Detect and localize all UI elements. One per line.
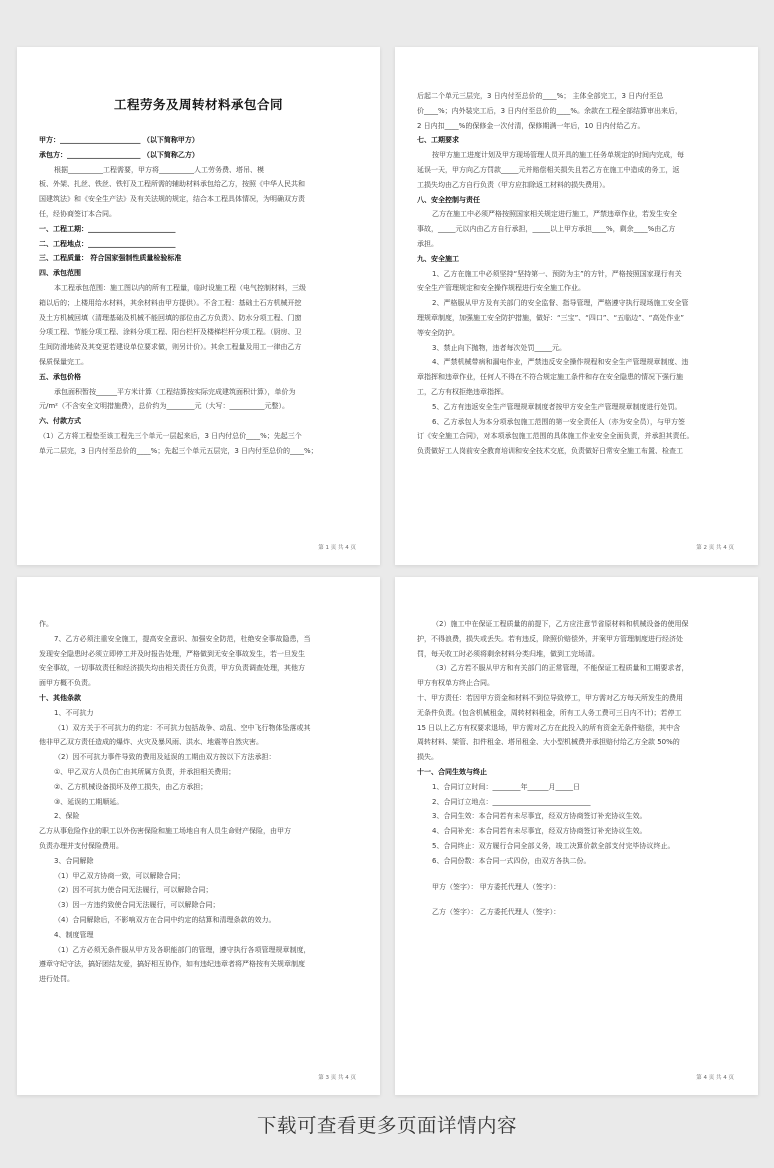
page-text bbox=[417, 617, 736, 920]
text-line: 6、乙方承包人为本分项承包施工范围的第一安全责任人（亦为安全员），与甲方签 bbox=[432, 417, 685, 426]
section-heading: 三、工程质量： 符合国家强制性质量检验标准 bbox=[39, 254, 182, 263]
section-heading: 十一、合同生效与终止 bbox=[417, 767, 487, 776]
text-line: 进行处罚。 bbox=[39, 975, 74, 984]
text-line: 无条件负责。(包含机械租金，周转材料租金，所有工人务工费可三日内不计)；若停工 bbox=[417, 708, 682, 717]
text-line: 本工程承包范围：施工图以内的所有工程量，临时设施工程（电气控制材料，三级 bbox=[54, 283, 306, 292]
text-line: 订《安全施工合同》，对本项承包施工范围的具体施工作业安全全面负责，并承担其责任。 bbox=[417, 432, 694, 441]
text-line: ③、延误的工期顺延。 bbox=[54, 797, 124, 806]
text-line: 甲方（签字）： 甲方委托代理人（签字）： bbox=[432, 882, 561, 891]
text-line: 负责做好工人岗前安全教育培训和安全技术交底，负责做好日常安全施工布置、检查工 bbox=[417, 447, 683, 456]
text-line: 2、保险 bbox=[54, 812, 80, 821]
text-line: （2）施工中在保证工程质量的前提下，乙方应注意节省原材料和机械设备的使用保 bbox=[432, 620, 689, 628]
text-line: 根据__________工程需要，甲方将__________人工劳务费、塔吊、模 bbox=[54, 165, 264, 174]
text-line: 面甲方概不负责。 bbox=[39, 679, 95, 688]
page-text bbox=[417, 89, 736, 459]
text-line: 工，乙方有权拒绝违章指挥。 bbox=[417, 387, 508, 396]
page-number: 第 3 页 共 4 页 bbox=[318, 1075, 356, 1081]
section-heading: 二、工程地点：_________________________ bbox=[39, 239, 176, 248]
page-text bbox=[39, 133, 358, 459]
section-heading: 十、其他条款 bbox=[39, 693, 81, 702]
text-line: （1）双方关于不可抗力的约定：不可抗力包括战争、动乱、空中飞行物体坠落或其 bbox=[54, 723, 311, 732]
text-line: 3、合同生效：本合同若有未尽事宜，经双方协商签订补充协议生效。 bbox=[432, 812, 647, 821]
text-line: 甲方有权单方终止合同。 bbox=[417, 679, 494, 688]
section-heading: 承包方：_____________________ （以下简称乙方） bbox=[39, 150, 199, 159]
text-line: 事故，_____元以内由乙方自行承担，_____以上甲方承担____%，剩余____%由乙方 bbox=[417, 225, 676, 234]
section-heading: 一、工程工期：_________________________ bbox=[39, 224, 176, 233]
text-line: 任，经协商签订本合同。 bbox=[39, 209, 116, 218]
text-line: 3、禁止向下抛物，违者每次处罚_____元。 bbox=[432, 343, 566, 352]
text-line: 及土方机械回填（清理基础及机械不能回填的部位由乙方负责）、防水分项工程、门窗 bbox=[39, 313, 302, 322]
text-line: （3）乙方若不服从甲方和有关部门的正常管理，不能保证工程质量和工期要求者， bbox=[432, 664, 689, 673]
text-line: 2 日内扣____%的保修金一次付清，保修期满一年后，10 日内付给乙方。 bbox=[417, 121, 645, 130]
text-line: 国建筑法》和《安全生产法》及有关法规的规定，结合本工程具体情况，为明确双方责 bbox=[39, 195, 305, 204]
text-line: 分项工程、节能分项工程、涂料分项工程、阳台栏杆及楼梯栏杆分项工程。（厨房、卫 bbox=[39, 328, 302, 337]
text-line: 生间防滑地砖及其变更若建设单位要求做，则另计价）。其余工程量及用工一律由乙方 bbox=[39, 343, 302, 352]
text-line: 承包面积暂按______平方米计算（工程结算按实际完成建筑面积计算），单价为 bbox=[54, 387, 296, 396]
page-number: 第 1 页 共 4 页 bbox=[318, 545, 356, 551]
text-line: 2、合同订立地点：____________________________ bbox=[432, 797, 591, 806]
text-line: 发现安全隐患时必须立即停工并及时报告处理，严格做到无安全事故发生，若一旦发生 bbox=[39, 649, 305, 658]
text-line: 价____%；内外装完工后，3 日内付至总价的____%。余款在工程全部结算审出来后， bbox=[417, 106, 682, 115]
text-line: 按甲方施工进度计划及甲方现场管理人员开具的施工任务单规定的时间内完成，每 bbox=[432, 151, 684, 160]
text-line: 保质保量完工。 bbox=[39, 357, 88, 366]
page-number: 第 4 页 共 4 页 bbox=[696, 1075, 734, 1081]
section-heading: 四、承包范围 bbox=[39, 269, 81, 278]
document-page-4 bbox=[395, 577, 758, 1095]
page-text bbox=[39, 617, 358, 987]
text-line: 乙方（签字）： 乙方委托代理人（签字）： bbox=[432, 908, 561, 917]
text-line: 乙方在施工中必须严格按照国家相关规定进行施工，严禁违章作业，若发生安全 bbox=[432, 210, 677, 219]
document-page-2 bbox=[395, 47, 758, 565]
text-line: 乙方从事危险作业的职工以外伤害保险和施工场地自有人员生命财产保险，由甲方 bbox=[39, 827, 291, 836]
text-line: 板、外架、扎丝、铁丝、铁钉及工程所需的辅助材料承包给乙方，按照《中华人民共和 bbox=[39, 180, 305, 189]
text-line: ②、乙方机械设备损坏及停工损失，由乙方承担； bbox=[54, 782, 208, 791]
text-line: 护，不得浪费，损失或丢失。若有违反，除照价赔偿外，并案甲方管理制度进行经济处 bbox=[417, 634, 683, 643]
text-line: 承担。 bbox=[417, 239, 438, 248]
document-page-1 bbox=[17, 47, 380, 565]
text-line: 5、合同终止：双方履行合同全部义务，竣工决算价款全部支付完毕协议终止。 bbox=[432, 841, 675, 850]
text-line: 损失。 bbox=[417, 753, 438, 762]
text-line: （1）乙方将工程垫至该工程先三个单元一层起来后，3 日内付总价____%；先起三个 bbox=[39, 431, 302, 440]
download-caption[interactable]: 下载可查看更多页面详情内容 bbox=[256, 1114, 517, 1137]
section-heading: 八、安全控制与责任 bbox=[417, 195, 480, 204]
text-line: （4）合同解除后，不影响双方在合同中约定的结算和清理条款的效力。 bbox=[54, 915, 276, 924]
text-line: 4、合同补充：本合同若有未尽事宜，经双方协商签订补充协议生效。 bbox=[432, 827, 647, 836]
text-line: 6、合同份数：本合同一式四份，由双方各执二份。 bbox=[432, 856, 591, 865]
section-heading: 九、安全施工 bbox=[417, 254, 459, 263]
text-line: 理规章制度，加强施工安全防护措施，做好：“三宝”、“四口”、“五临边”、“高处作业” bbox=[417, 313, 685, 322]
section-heading: 五、承包价格 bbox=[39, 372, 81, 381]
text-line: 后起二个单元三层完，3 日内付至总价的____%； 主体全部完工，3 日内付至总 bbox=[417, 92, 664, 100]
section-heading: 七、工期要求 bbox=[417, 136, 459, 145]
text-line: 周转材料、架管、扣件租金、塔吊租金、大小型机械费并承担赔付给乙方全款 50%的 bbox=[417, 738, 680, 747]
text-line: 工损失均由乙方自行负责（甲方应扣除返工材料的损失费用）。 bbox=[417, 180, 610, 189]
text-line: 1、乙方在施工中必须坚持“坚持第一、预防为主”的方针，严格按照国家现行有关 bbox=[432, 269, 682, 278]
text-line: 7、乙方必须注重安全施工，提高安全意识、加强安全防范，杜绝安全事故隐患，当 bbox=[54, 634, 311, 643]
text-line: 单元二层完，3 日内付至总价的____%；先起三个单元五层完，3 日内付至总价的____%； bbox=[39, 446, 318, 455]
text-line: 4、严禁机械带病和漏电作业，严禁违反安全操作规程和安全生产管理规章制度、违 bbox=[432, 358, 689, 367]
text-line: 箱以后的；上楼用给水材料，其余材料由甲方提供）。不含工程：基础土石方机械开挖 bbox=[39, 298, 302, 307]
text-line: 遵章守纪守法，搞好团结友爱，搞好相互协作，如有违纪违章者将严格按有关规章制度 bbox=[39, 960, 305, 969]
text-line: ①、甲乙双方人员伤亡由其所属方负责，并承担相关费用； bbox=[54, 767, 236, 776]
text-line: 安全生产管理规定和安全操作规程进行安全施工作业。 bbox=[417, 284, 585, 293]
page-number: 第 2 页 共 4 页 bbox=[696, 545, 734, 551]
text-line: 安全事故，一切事故责任和经济损失均由相关责任方负责，甲方负责调查处理，其他方 bbox=[39, 664, 305, 673]
text-line: 1、合同订立时间：________年______月_____日 bbox=[432, 782, 580, 791]
document-page-3 bbox=[17, 577, 380, 1095]
section-heading: 甲方：_______________________ （以下简称甲方） bbox=[39, 136, 199, 144]
text-line: 章指挥和违章作业，任何人不得在不符合规定施工条件和存在安全隐患的情况下强行施 bbox=[417, 373, 683, 382]
text-line: 十、甲方责任：若因甲方资金和材料不到位导致停工，甲方需对乙方每天所发生的费用 bbox=[417, 693, 683, 702]
text-line: （2）因不可抗力使合同无法履行，可以解除合同； bbox=[54, 886, 213, 895]
section-heading: 六、付款方式 bbox=[39, 417, 81, 426]
text-line: 元/m²（不含安全文明措施费），总价约为________元（大写：__________元整）。 bbox=[39, 402, 289, 411]
text-line: 5、乙方有违返安全生产管理规章制度者按甲方安全生产管理规章制度进行处罚。 bbox=[432, 402, 682, 411]
text-line: （1）甲乙双方协商一致，可以解除合同； bbox=[54, 871, 185, 880]
text-line: 延误一天，甲方向乙方罚款_____元并赔偿相关损失且若乙方在施工中造成的务工，返 bbox=[417, 165, 680, 174]
text-line: 作。 bbox=[39, 620, 53, 628]
text-line: 4、制度管理 bbox=[54, 930, 94, 939]
text-line: 2、严格服从甲方及有关部门的安全监督、指导管理，严格遵守执行现场施工安全管 bbox=[432, 299, 689, 308]
document-title: 工程劳务及周转材料承包合同 bbox=[113, 97, 283, 112]
text-line: （2）因不可抗力事件导致的费用及延误的工期由双方按以下方法承担： bbox=[54, 753, 276, 762]
text-line: 他非甲乙双方责任造成的爆炸、火灾及暴风雨、洪水、地震等自然灾害。 bbox=[39, 738, 263, 747]
text-line: 负责办理并支付保险费用。 bbox=[39, 841, 123, 850]
text-line: 等安全防护。 bbox=[417, 328, 459, 337]
text-line: 3、合同解除 bbox=[54, 856, 94, 865]
text-line: 1、不可抗力 bbox=[54, 708, 94, 717]
text-line: 15 日以上乙方有权要求退场，甲方需对乙方在此投入的所有资金无条件赔偿，其中含 bbox=[417, 723, 681, 732]
text-line: 罚，每天收工时必须将剩余材料分类归堆，做到工完场清。 bbox=[417, 649, 599, 658]
text-line: （1）乙方必须无条件服从甲方及各职能部门的管理，遵守执行各项管理规章制度， bbox=[54, 945, 311, 954]
text-line: （3）因一方违约致使合同无法履行，可以解除合同； bbox=[54, 901, 220, 910]
